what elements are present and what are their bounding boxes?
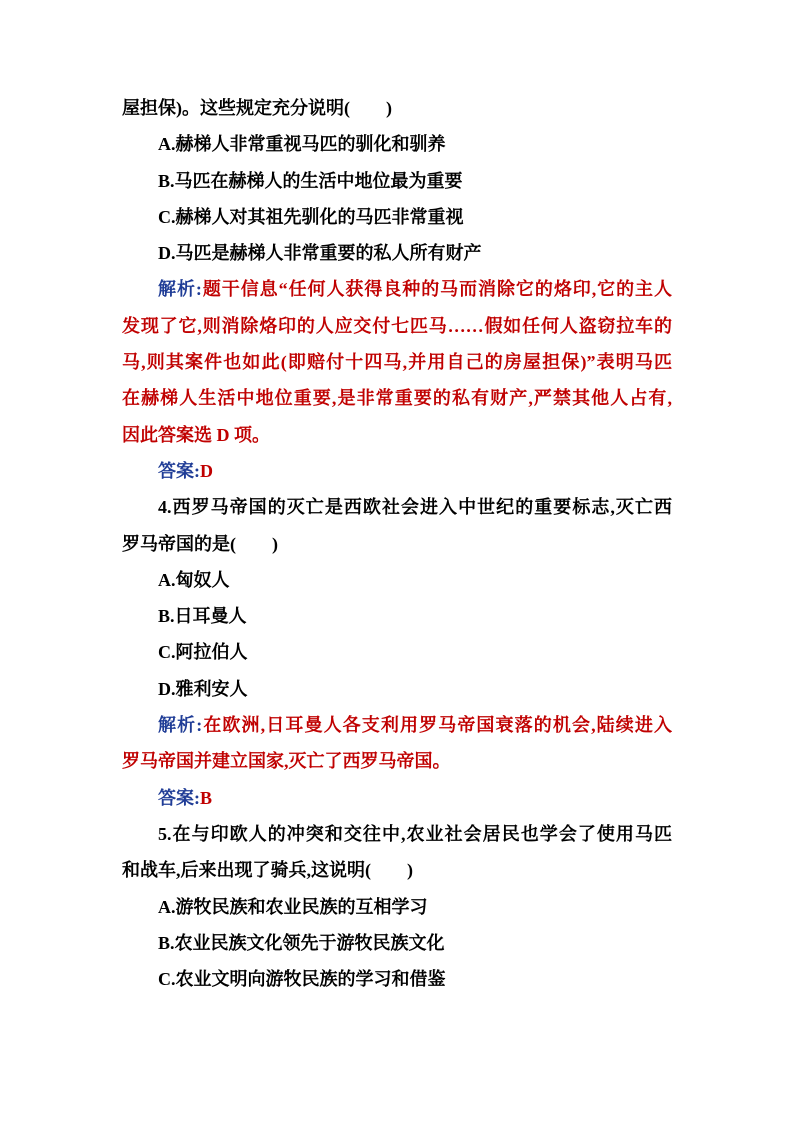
question-3-option-a: A.赫梯人非常重视马匹的驯化和驯养 <box>158 134 446 155</box>
question-4-answer-label: 答案: <box>158 787 200 808</box>
question-3-stem-tail: 屋担保)。这些规定充分说明( ) <box>122 98 392 118</box>
question-5-stem-line: 和战车,后来出现了骑兵,这说明( ) <box>122 860 413 881</box>
question-4-answer-value: B <box>200 787 213 808</box>
question-3-analysis-line: 在赫梯人生活中地位重要,是非常重要的私有财产,严禁其他人占有, <box>122 388 672 409</box>
question-5-option-b: B.农业民族文化领先于游牧民族文化 <box>158 932 445 953</box>
question-5-option-a: A.游牧民族和农业民族的互相学习 <box>158 896 428 917</box>
question-4-option-c: C.阿拉伯人 <box>158 642 248 663</box>
question-3-analysis-line: 马,则其案件也如此(即赔付十四马,并用自己的房屋担保)”表明马匹 <box>122 352 672 373</box>
question-3-analysis-line: 因此答案选 D 项。 <box>122 424 270 445</box>
question-4-analysis-text: 在欧洲,日耳曼人各支利用罗马帝国衰落的机会,陆续进入 <box>202 715 673 736</box>
question-4-stem-line: 4.西罗马帝国的灭亡是西欧社会进入中世纪的重要标志,灭亡西 <box>158 497 672 518</box>
document-page <box>122 90 672 997</box>
question-4-option-a: A.匈奴人 <box>158 569 230 590</box>
question-3-option-c: C.赫梯人对其祖先驯化的马匹非常重视 <box>158 206 464 227</box>
question-5-stem-line: 5.在与印欧人的冲突和交往中,农业社会居民也学会了使用马匹 <box>158 823 672 844</box>
question-4-analysis-line <box>122 707 672 743</box>
question-3-analysis-line <box>122 271 672 307</box>
question-3-option-b: B.马匹在赫梯人的生活中地位最为重要 <box>158 170 463 191</box>
question-5-option-c: C.农业文明向游牧民族的学习和借鉴 <box>158 969 446 990</box>
question-4-analysis-label: 解析: <box>158 715 203 736</box>
question-3-answer-value: D <box>200 460 213 481</box>
question-4-answer <box>122 780 672 816</box>
question-4-option-b: B.日耳曼人 <box>158 606 247 627</box>
question-4-option-d: D.雅利安人 <box>158 678 248 699</box>
question-3-analysis-text: 题干信息“任何人获得良种的马而消除它的烙印,它的主人 <box>201 279 672 300</box>
question-3-answer <box>122 453 672 489</box>
question-3-answer-label: 答案: <box>158 460 200 481</box>
question-3-analysis-label: 解析: <box>158 279 202 300</box>
question-4-stem-line: 罗马帝国的是( ) <box>122 533 278 554</box>
question-3-analysis-line: 发现了它,则消除烙印的人应交付七匹马……假如任何人盗窃拉车的 <box>122 315 672 336</box>
question-3-option-d: D.马匹是赫梯人非常重要的私人所有财产 <box>158 243 482 264</box>
question-4-analysis-line: 罗马帝国并建立国家,灭亡了西罗马帝国。 <box>122 751 451 772</box>
